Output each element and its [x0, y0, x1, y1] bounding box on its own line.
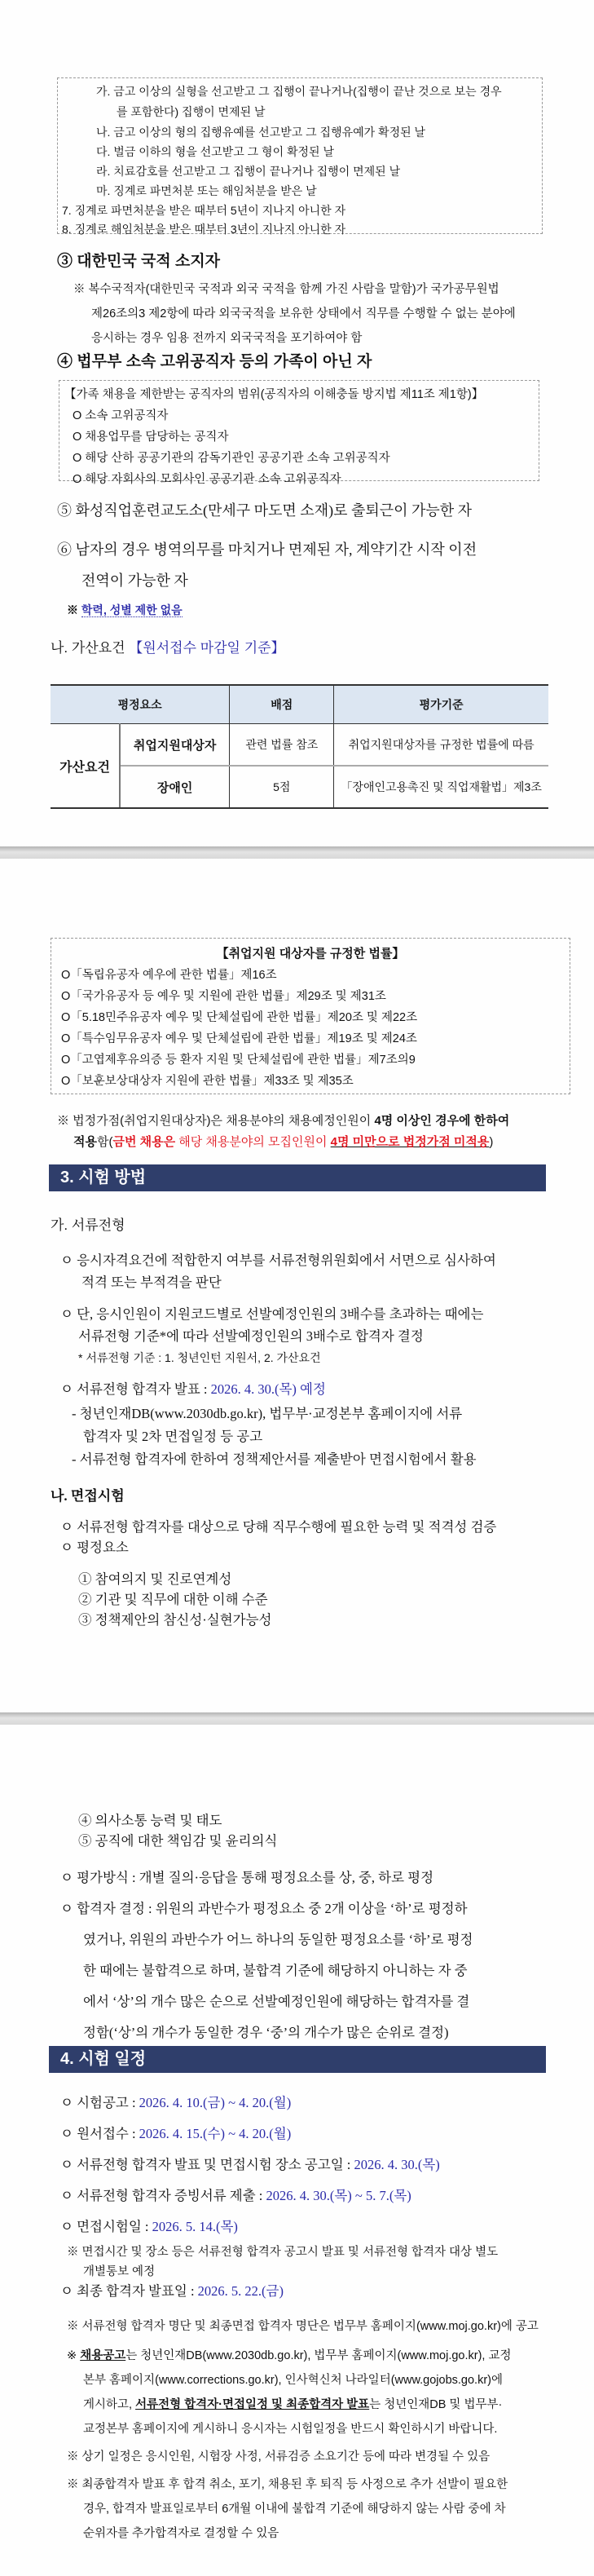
- schedule-date: 2026. 5. 14.(목): [152, 2219, 238, 2234]
- doc-item: ㅇ 단, 응시인원이 지원코드별로 선발예정인원의 3배수를 초과하는 때에는: [60, 1306, 484, 1322]
- list-item: O「국가유공자 등 예우 및 지원에 관한 법률」제29조 및 제31조: [61, 990, 386, 1003]
- note-red-underline: 4명 미만으로 법정가점 미적용: [330, 1135, 490, 1149]
- announce-date: 2026. 4. 30.(목) 예정: [210, 1381, 326, 1397]
- note-text: ): [489, 1135, 494, 1149]
- interview-title: 나. 면접시험: [51, 1488, 125, 1504]
- decision-item: 정함(‘상’의 개수가 동일한 경우 ‘중’의 개수가 많은 순위로 결정): [83, 2025, 449, 2040]
- doc-item: 서류전형 기준*에 따라 선발예정인원의 3배수로 합격자 결정: [78, 1328, 424, 1344]
- doc-sub-item: - 서류전형 합격자에 한하여 정책제안서를 제출받아 면접시험에서 활용: [72, 1451, 477, 1467]
- factor-item: ② 기관 및 직무에 대한 이해 수준: [78, 1592, 268, 1607]
- final-label: ㅇ 최종 합격자 발표일 :: [60, 2283, 198, 2299]
- section-3-heading: 3. 시험 방법: [49, 1164, 546, 1191]
- requirement-3-heading: ③ 대한민국 국적 소지자: [57, 253, 221, 270]
- bonus-basis: 【원서접수 마감일 기준】: [129, 640, 285, 656]
- announce-label: ㅇ 서류전형 합격자 발표 :: [60, 1381, 211, 1397]
- method-item: ㅇ 평가방식 : 개별 질의·응답을 통해 평정요소를 상, 중, 하로 평정: [60, 1870, 434, 1885]
- additional-pass-note: 순위자를 추가합격자로 결정할 수 있음: [83, 2527, 279, 2540]
- bonus-title: 나. 가산요건: [51, 640, 125, 656]
- box-line: 7. 징계로 파면처분을 받은 때부터 5년이 지나지 아니한 자: [62, 204, 346, 217]
- interview-note: ※ 면접시간 및 장소 등은 서류전형 합격자 공고시 발표 및 서류전형 합격자 대상 별도: [67, 2246, 499, 2259]
- note-bold: 적용: [73, 1135, 97, 1149]
- document-screening-title: 가. 서류전형: [51, 1217, 125, 1233]
- family-restriction-box: [59, 380, 539, 486]
- box-line: 라. 치료감호를 선고받고 그 집행이 끝나거나 집행이 면제된 날: [96, 165, 401, 178]
- factor-item: ⑤ 공직에 대한 책임감 및 윤리의식: [78, 1833, 278, 1849]
- doc-item: 적격 또는 부적격을 판단: [81, 1275, 222, 1290]
- table-cell: 취업지원대상자: [120, 724, 230, 767]
- law-list-box: [51, 938, 570, 1094]
- requirement-6: ⑥ 남자의 경우 병역의무를 마치거나 면제된 자, 계약기간 시작 이전: [57, 541, 477, 558]
- no-restriction-note: 학력, 성별 제한 없음: [81, 603, 183, 616]
- schedule-item: ㅇ 면접시험일 : 2026. 5. 14.(목): [60, 2219, 238, 2234]
- box-line: 마. 징계로 파면처분 또는 해임처분을 받은 날: [96, 184, 317, 197]
- notice-note: 본부 홈페이지(www.corrections.go.kr), 인사혁신처 나라일터(www.gojobs.go.kr)에: [83, 2374, 503, 2387]
- additional-pass-note: 경우, 합격자 발표일로부터 6개월 이내에 불합격 기준에 해당하지 않는 사람 중에 차: [83, 2503, 506, 2516]
- nationality-note: ※ 복수국적자(대한민국 국적과 외국 국적을 함께 가진 사람을 말함)가 국가공무원법: [73, 283, 499, 296]
- table-cell: 5점: [230, 766, 334, 808]
- factor-item: ① 참여의지 및 진로연계성: [78, 1571, 232, 1587]
- box-line: 8. 징계로 해임처분을 받은 때부터 3년이 지나지 아니한 자: [62, 223, 346, 236]
- box-title: 【취업지원 대상자를 규정한 법률】: [216, 947, 405, 961]
- box-line: 나. 금고 이상의 형의 집행유예를 선고받고 그 집행유예가 확정된 날: [96, 126, 426, 139]
- notice-note: 교정본부 홈페이지에 게시하니 응시자는 시험일정을 반드시 확인하시기 바랍니다.: [83, 2423, 498, 2436]
- requirement-6-cont: 전역이 가능한 자: [81, 572, 188, 589]
- note-red: 해당 채용분야의 모집인원이: [175, 1135, 331, 1149]
- table-header: 배점: [230, 685, 334, 724]
- list-item: O「5.18민주유공자 예우 및 단체설립에 관한 법률」제20조 및 제22조: [61, 1011, 418, 1024]
- announce-bold: 서류전형 합격자·면접일정 및 최종합격자 발표: [135, 2398, 370, 2411]
- nationality-note: 제26조의3 제2항에 따라 외국국적을 보유한 상태에서 직무를 수행할 수 없는 분야에: [91, 307, 516, 320]
- recruit-notice-bold: 채용공고: [80, 2349, 126, 2362]
- decision-item: 한 때에는 불합격으로 하며, 불합격 기준에 해당하지 아니하는 자 중: [83, 1963, 468, 1978]
- doc-item: ㅇ 응시자격요건에 적합한지 여부를 서류전형위원회에서 서면으로 심사하여: [60, 1253, 496, 1268]
- disqualification-box: [57, 77, 543, 234]
- table-header: 평정요소: [51, 685, 230, 724]
- box-line: 가. 금고 이상의 실형을 선고받고 그 집행이 끝나거나(집행이 끝난 것으로 보는 경우: [96, 85, 502, 98]
- interview-item: ㅇ 평정요소: [60, 1540, 129, 1555]
- doc-criteria: * 서류전형 기준 : 1. 청년인턴 지원서, 2. 가산요건: [78, 1351, 321, 1364]
- box-title: 【가족 채용을 제한받는 공직자의 범위(공직자의 이해충돌 방지법 제11조 제1항)】: [64, 388, 484, 401]
- requirement-4-heading: ④ 법무부 소속 고위공직자 등의 가족이 아닌 자: [57, 353, 372, 370]
- final-date: 2026. 5. 22.(금): [197, 2283, 284, 2299]
- note-bold: 4명 이상인 경우에 한하여: [374, 1114, 510, 1128]
- nationality-note: 응시하는 경우 임용 전까지 외국국적을 포기하여야 함: [91, 332, 363, 345]
- table-cell: 「장애인고용촉진 및 직업재활법」제3조: [341, 780, 542, 793]
- table-cell: 취업지원대상자를 규정한 법률에 따름: [334, 724, 548, 767]
- note-text: ※ 법정가점(취업지원대상자)은 채용분야의 채용예정인원이: [57, 1114, 375, 1128]
- interview-note: 개별통보 예정: [83, 2265, 156, 2278]
- schedule-date: 2026. 4. 15.(수) ~ 4. 20.(월): [139, 2126, 292, 2141]
- decision-item: 에서 ‘상’의 개수 많은 순으로 선발예정인원에 해당하는 합격자를 결: [83, 1994, 470, 2009]
- schedule-date: 2026. 4. 30.(목): [354, 2157, 440, 2172]
- list-item: O「독립유공자 예우에 관한 법률」제16조: [61, 969, 277, 982]
- box-line: 를 포함한다) 집행이 면제된 날: [117, 105, 266, 118]
- table-cell: 장애인: [120, 766, 230, 808]
- box-line: 다. 벌금 이하의 형을 선고받고 그 형이 확정된 날: [96, 145, 334, 158]
- decision-item: 였거나, 위원의 과반수가 어느 하나의 동일한 평정요소를 ‘하’로 평정: [83, 1932, 473, 1947]
- notice-note: ※ 서류전형 합격자 명단 및 최종면접 합격자 명단은 법무부 홈페이지(www.moj.go.kr)에 공고: [67, 2320, 539, 2333]
- list-item: O「고엽제후유의증 등 환자 지원 및 단체설립에 관한 법률」제7조의9: [61, 1054, 416, 1067]
- requirement-5: ⑤ 화성직업훈련교도소(만세구 마도면 소재)로 출퇴근이 가능한 자: [57, 502, 473, 519]
- doc-sub-item: - 청년인재DB(www.2030db.go.kr), 법무부·교정본부 홈페이지에 서류: [72, 1406, 463, 1421]
- list-item: O 소속 고위공직자: [73, 409, 169, 422]
- page-separator: [0, 846, 594, 859]
- list-item: O 해당 산하 공공기관의 감독기관인 공공기관 소속 고위공직자: [73, 452, 390, 465]
- list-item: O「특수임무유공자 예우 및 단체설립에 관한 법률」제19조 및 제24조: [61, 1032, 417, 1045]
- list-item: O 해당 자회사의 모회사인 공공기관 소속 고위공직자: [73, 473, 341, 486]
- schedule-item: ㅇ 원서접수 : 2026. 4. 15.(수) ~ 4. 20.(월): [60, 2126, 292, 2141]
- schedule-item: ㅇ 시험공고 : 2026. 4. 10.(금) ~ 4. 20.(월): [60, 2095, 292, 2110]
- table-cell: 관련 법률 참조: [230, 724, 334, 767]
- group-cell: 가산요건: [51, 724, 120, 809]
- note-mark: ※: [67, 603, 78, 616]
- schedule-date: 2026. 4. 30.(목) ~ 5. 7.(목): [266, 2188, 411, 2203]
- interview-item: ㅇ 서류전형 합격자를 대상으로 당해 직무수행에 필요한 능력 및 적격성 검증: [60, 1519, 497, 1535]
- table-header: 평가기준: [334, 685, 548, 724]
- bonus-table: [51, 684, 548, 809]
- doc-sub-item: 합격자 및 2차 면접일정 등 공고: [83, 1429, 263, 1444]
- schedule-item: ㅇ 서류전형 합격자 발표 및 면접시험 장소 공고일 : 2026. 4. 30.(목): [60, 2157, 440, 2172]
- schedule-item: ㅇ 서류전형 합격자 증빙서류 제출 : 2026. 4. 30.(목) ~ 5. 7.(목): [60, 2188, 411, 2203]
- page-separator: [0, 1712, 594, 1725]
- document-viewer: 가. 금고 이상의 실형을 선고받고 그 집행이 끝나거나(집행이 끝난 것으로 보는 경우 를 포함한다) 집행이 면제된 날 나. 금고 이상의 형의 집행유예를 선고받고 그 집행유예가 확정된 날 다. 벌금 이하의 형을 선고받고 그 형이 확정된 날 라. 치료감호를 선고받고 그 집행이 끝나거나 집행이 면제된 날 마. 징계로 파면처분 또는 해임처분을 받은 날 7. 징계로 파면처분을 받은 때부터 5년이 지나지 아니한 자 8. 징계로 해임처분을 받은 때부터 3년이 지나지 아니한 자 ③ 대한민국 국적 소지자 ※ 복수국적자(대한민국 국적과 외국 국적을 함께 가진 사람을 말함)가 국가공무원법 제26조의3 제2항에 따라 외국국적을 보유한 상태에서 직무를 수행할 수 없는 분야에 응시하는 경우 임용 전까지 외국국적을 포기하여야 함 ④ 법무부 소속 고위공직자 등의 가족이 아닌 자 【가족 채용을 제한받는 공직자의 범위(공직자의 이해충돌 방지법 제11조 제1항)】 O 소속 고위공직자 O 채용업무를 담당하는 공직자 O 해당 산하 공공기관의 감독기관인 공공기관 소속 고위공직자 O 해당 자회사의 모회사인 공공기관 소속 고위공직자 ⑤ 화성직업훈련교도소(만세구 마도면 소재)로 출퇴근이 가능한 자 ⑥ 남자의 경우 병역의무를 마치거나 면제된 자, 계약기간 시작 이전 전역이 가능한 자 ※ 학력, 성별 제한 없음 나. 가산요건 【원서접수 마감일 기준】 평정요소 배점 평가기준 가산요건 취업지원대상자 관련 법률 참조 취업지원대상자를 규정한 법률에 따름 장애인 5점 「장애인고용촉진 및 직업재활법」제3조 【취업지원 대상자를 규정한 법률】 O「독립유공자 예우에 관한 법률」제16조 O「국가유공자 등 예우 및 지원에 관한 법률」제29조 및 제31조 O「5.18민주유공자 예우 및 단체설립에 관한 법률」제20조 및 제22조 O「특수임무유공자 예우 및 단체설립에 관한 법률」제19조 및 제24조 O「고엽제후유의증 등 환자 지원 및 단체설립에 관한 법률」제7조의9 O「보훈보상대상자 지원에 관한 법률」제33조 및 제35조 ※ 법정가점(취업지원대상자)은 채용분야의 채용예정인원이 4명 이상인 경우에 한하여 적용함(금번 채용은 해당 채용분야의 모집인원이 4명 미만으로 법정가점 미적용) 3. 시험 방법 가. 서류전형 ㅇ 응시자격요건에 적합한지 여부를 서류전형위원회에서 서면으로 심사하여 적격 또는 부적격을 판단 ㅇ 단, 응시인원이 지원코드별로 선발예정인원의 3배수를 초과하는 때에는 서류전형 기준*에 따라 선발예정인원의 3배수로 합격자 결정 * 서류전형 기준 : 1. 청년인턴 지원서, 2. 가산요건 ㅇ 서류전형 합격자 발표 : 2026. 4. 30.(목) 예정 - 청년인재DB(www.2030db.go.kr), 법무부·교정본부 홈페이지에 서류 합격자 및 2차 면접일정 등 공고 - 서류전형 합격자에 한하여 정책제안서를 제출받아 면접시험에서 활용 나. 면접시험 ㅇ 서류전형 합격자를 대상으로 당해 직무수행에 필요한 능력 및 적격성 검증 ㅇ 평정요소 ① 참여의지 및 진로연계성 ② 기관 및 직무에 대한 이해 수준 ③ 정책제안의 참신성·실현가능성 ④ 의사소통 능력 및 태도 ⑤ 공직에 대한 책임감 및 윤리의식 ㅇ 평가방식 : 개별 질의·응답을 통해 평정요소를 상, 중, 하로 평정 ㅇ 합격자 결정 : 위원의 과반수가 평정요소 중 2개 이상을 ‘하’로 평정하 였거나, 위원의 과반수가 어느 하나의 동일한 평정요소를 ‘하’로 평정 한 때에는 불합격으로 하며, 불합격 기준에 해당하지 아니하는 자 중 에서 ‘상’의 개수 많은 순으로 선발예정인원에 해당하는 합격자를 결 정함(‘상’의 개수가 동일한 경우 ‘중’의 개수가 많은 순위로 결정) 4. 시험 일정 ㅇ 시험공고 : 2026. 4. 10.(금) ~ 4. 20.(월) ㅇ 원서접수 : 2026. 4. 15.(수) ~ 4. 20.(월) ㅇ 서류전형 합격자 발표 및 면접시험 장소 공고일 : 2026. 4. 30.(목) ㅇ 서류전형 합격자 증빙서류 제출 : 2026. 4. 30.(목) ~ 5. 7.(목) ㅇ 면접시험일 : 2026. 5. 14.(목) ※ 면접시간 및 장소 등은 서류전형 합격자 공고시 발표 및 서류전형 합격자 대상 별도 개별통보 예정 ㅇ 최종 합격자 발표일 : 2026. 5. 22.(금) ※ 서류전형 합격자 명단 및 최종면접 합격자 명단은 법무부 홈페이지(www.moj.go.kr)에 공고 ※ 채용공고는 청년인재DB(www.2030db.go.kr), 법무부 홈페이지(www.moj.go.kr), 교정 본부 홈페이지(www.corrections.go.kr), 인사혁신처 나라일터(www.gojobs.go.kr)에 게시하고, 서류전형 합격자·면접일정 및 최종합격자 발표는 청년인재DB 및 법무부· 교정본부 홈페이지에 게시하니 응시자는 시험일정을 반드시 확인하시기 바랍니다. ※ 상기 일정은 응시인원, 시험장 사정, 서류검증 소요기간 등에 따라 변경될 수 있음 ※ 최종합격자 발표 후 합격 취소, 포기, 채용된 후 퇴직 등 사정으로 추가 선발이 필요한 경우, 합격자 발표일로부터 6개월 이내에 불합격 기준에 해당하지 않는 사람 중에 차 순위자를 추가합격자로 결정할 수 있음: [0, 0, 594, 2576]
- additional-pass-note: ※ 최종합격자 발표 후 합격 취소, 포기, 채용된 후 퇴직 등 사정으로 추가 선발이 필요한: [67, 2478, 508, 2491]
- factor-item: ④ 의사소통 능력 및 태도: [78, 1813, 222, 1828]
- section-4-heading: 4. 시험 일정: [49, 2046, 546, 2073]
- schedule-change-note: ※ 상기 일정은 응시인원, 시험장 사정, 서류검증 소요기간 등에 따라 변경될 수 있음: [67, 2450, 491, 2463]
- bonus-note: [57, 1111, 509, 1153]
- factor-item: ③ 정책제안의 참신성·실현가능성: [78, 1612, 272, 1628]
- schedule-date: 2026. 4. 10.(금) ~ 4. 20.(월): [139, 2095, 292, 2110]
- list-item: O「보훈보상대상자 지원에 관한 법률」제33조 및 제35조: [61, 1075, 354, 1088]
- decision-item: ㅇ 합격자 결정 : 위원의 과반수가 평정요소 중 2개 이상을 ‘하’로 평정하: [60, 1901, 468, 1916]
- list-item: O 채용업무를 담당하는 공직자: [73, 431, 229, 444]
- note-text: 함(: [96, 1135, 113, 1149]
- note-red-bold: 금번 채용은: [112, 1135, 176, 1149]
